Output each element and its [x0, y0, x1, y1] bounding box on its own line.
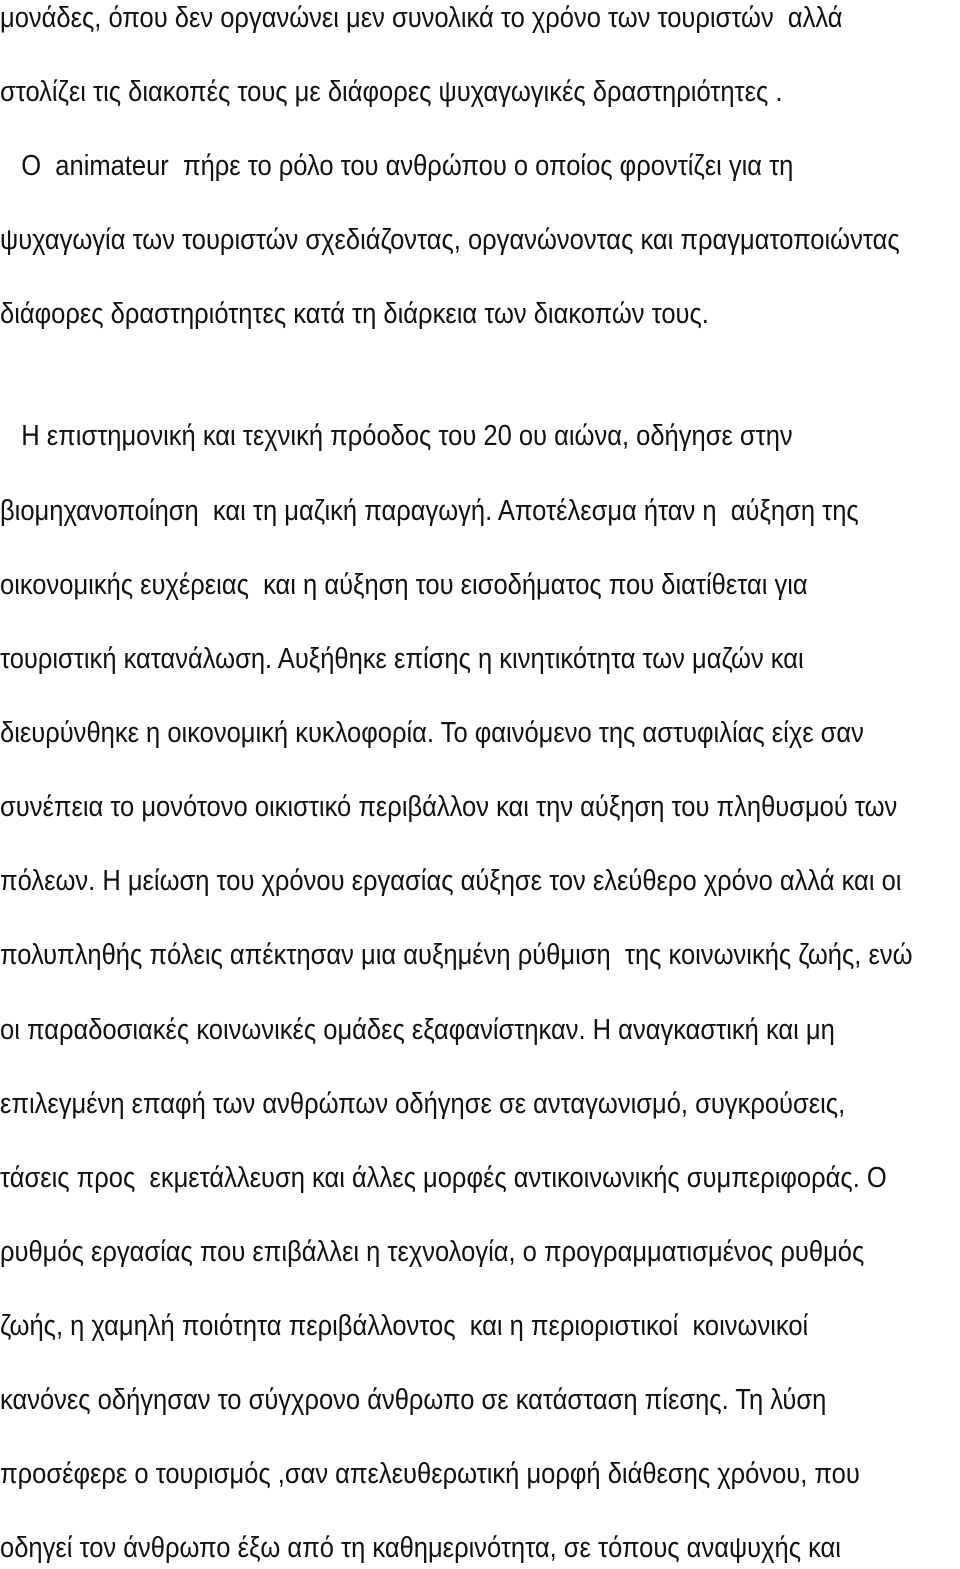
text-line-20: προσέφερε ο τουρισμός ,σαν απελευθερωτική μορφή διάθεσης χρόνου, που: [0, 1458, 860, 1490]
text-line-18: ζωής, η χαμηλή ποιότητα περιβάλλοντος και η περιοριστικοί κοινωνικοί: [0, 1310, 809, 1342]
text-line-11: συνέπεια το μονότονο οικιστικό περιβάλλον και την αύξηση του πληθυσμού των: [0, 791, 898, 823]
text-line-3: Ο animateur πήρε το ρόλο του ανθρώπου ο οποίος φροντίζει για τη: [0, 150, 794, 182]
text-line-6: Η επιστημονική και τεχνική πρόοδος του 20 ου αιώνα, οδήγησε στην: [0, 420, 793, 452]
text-line-14: οι παραδοσιακές κοινωνικές ομάδες εξαφανίστηκαν. Η αναγκαστική και μη: [0, 1014, 835, 1046]
text-line-2: στολίζει τις διακοπές τους με διάφορες ψυχαγωγικές δραστηριότητες .: [0, 76, 783, 108]
text-line-16: τάσεις προς εκμετάλλευση και άλλες μορφές αντικοινωνικής συμπεριφοράς. Ο: [0, 1162, 887, 1194]
text-line-7: βιομηχανοποίηση και τη μαζική παραγωγή. Αποτέλεσμα ήταν η αύξηση της: [0, 495, 859, 527]
text-line-8: οικονομικής ευχέρειας και η αύξηση του εισοδήματος που διατίθεται για: [0, 569, 808, 601]
text-line-19: κανόνες οδήγησαν το σύγχρονο άνθρωπο σε κατάσταση πίεσης. Τη λύση: [0, 1384, 827, 1416]
text-line-10: διευρύνθηκε η οικονομική κυκλοφορία. Το φαινόμενο της αστυφιλίας είχε σαν: [0, 717, 864, 749]
text-line-4: ψυχαγωγία των τουριστών σχεδιάζοντας, οργανώνοντας και πραγματοποιώντας: [0, 224, 900, 256]
text-line-13: πολυπληθής πόλεις απέκτησαν μια αυξημένη ρύθμιση της κοινωνικής ζωής, ενώ: [0, 939, 913, 971]
text-line-15: επιλεγμένη επαφή των ανθρώπων οδήγησε σε ανταγωνισμό, συγκρούσεις,: [0, 1088, 846, 1120]
text-line-21: οδηγεί τον άνθρωπο έξω από τη καθημερινότητα, σε τόπους αναψυχής και: [0, 1532, 841, 1564]
text-line-12: πόλεων. Η μείωση του χρόνου εργασίας αύξησε τον ελεύθερο χρόνο αλλά και οι: [0, 865, 902, 897]
text-line-17: ρυθμός εργασίας που επιβάλλει η τεχνολογία, ο προγραμματισμένος ρυθμός: [0, 1236, 865, 1268]
text-line-5: διάφορες δραστηριότητες κατά τη διάρκεια των διακοπών τους.: [0, 298, 709, 330]
text-line-9: τουριστική κατανάλωση. Αυξήθηκε επίσης η κινητικότητα των μαζών και: [0, 643, 804, 675]
text-line-1: μονάδες, όπου δεν οργανώνει μεν συνολικά το χρόνο των τουριστών αλλά: [0, 2, 843, 34]
